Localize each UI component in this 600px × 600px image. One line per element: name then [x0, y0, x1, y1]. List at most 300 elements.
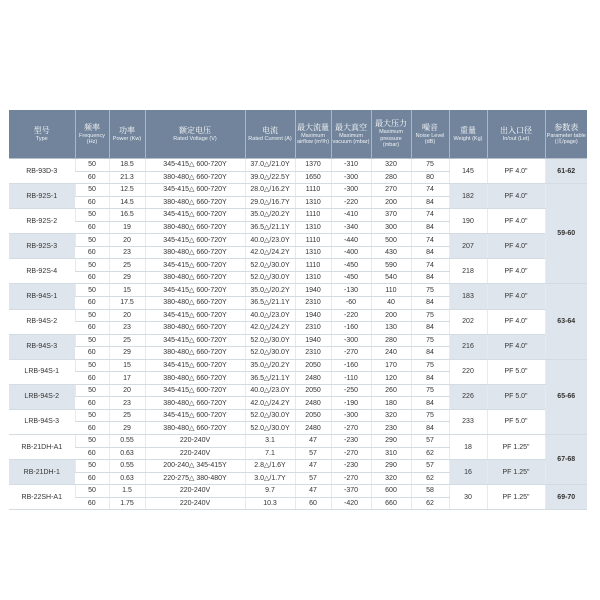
- frequency-value: 50: [75, 184, 109, 197]
- current-value: 36.5△/21.1Y: [245, 221, 295, 234]
- noise-value: 74: [411, 234, 449, 247]
- voltage-value: 220-240V: [145, 435, 245, 448]
- frequency-value: 50: [75, 284, 109, 297]
- spec-table: [9, 110, 587, 510]
- header-max-pressure: [371, 110, 411, 159]
- power-value: 25: [109, 259, 145, 272]
- frequency-value: 60: [75, 297, 109, 310]
- voltage-value: 345-415△ 600-720Y: [145, 259, 245, 272]
- frequency-value: 60: [75, 397, 109, 410]
- noise-value: 75: [411, 159, 449, 172]
- noise-value: 75: [411, 384, 449, 397]
- pressure-value: 430: [371, 246, 411, 259]
- frequency-value: 50: [75, 334, 109, 347]
- pressure-value: 370: [371, 209, 411, 222]
- airflow-value: 1310: [295, 196, 331, 209]
- in-out-value: PF 1.25": [487, 485, 545, 510]
- header-rated-current: [245, 110, 295, 159]
- noise-value: 84: [411, 221, 449, 234]
- spec-table-container: [9, 110, 587, 510]
- weight-value: 226: [449, 384, 487, 409]
- frequency-value: 50: [75, 234, 109, 247]
- pressure-value: 260: [371, 384, 411, 397]
- frequency-value: 60: [75, 347, 109, 360]
- vacuum-value: -340: [331, 221, 371, 234]
- pressure-value: 320: [371, 409, 411, 422]
- power-value: 17.5: [109, 297, 145, 310]
- header-max-vacuum-zh: 最大真空: [335, 122, 367, 132]
- airflow-value: 57: [295, 472, 331, 485]
- pressure-value: 180: [371, 397, 411, 410]
- frequency-value: 60: [75, 497, 109, 510]
- current-value: 7.1: [245, 447, 295, 460]
- airflow-value: 1110: [295, 234, 331, 247]
- airflow-value: 1310: [295, 246, 331, 259]
- header-noise-level: [411, 110, 449, 159]
- airflow-value: 2050: [295, 409, 331, 422]
- current-value: 40.0△/23.0Y: [245, 309, 295, 322]
- current-value: 36.5△/21.1Y: [245, 297, 295, 310]
- current-value: 39.0△/22.5Y: [245, 171, 295, 184]
- header-noise-level-zh: 噪音: [422, 122, 438, 132]
- in-out-value: PF 4.0": [487, 234, 545, 259]
- airflow-value: 1110: [295, 184, 331, 197]
- header-parameter-table-en: Parameter table (页/page): [546, 132, 586, 145]
- in-out-value: PF 1.25": [487, 460, 545, 485]
- header-noise-level-en: Noise Level (dB): [415, 132, 445, 145]
- header-in-out-zh: 出入口径: [500, 125, 532, 135]
- header-weight-zh: 重量: [460, 125, 476, 135]
- current-value: 3.0△/1.7Y: [245, 472, 295, 485]
- voltage-value: 220-240V: [145, 447, 245, 460]
- power-value: 14.5: [109, 196, 145, 209]
- airflow-value: 57: [295, 447, 331, 460]
- table-row: [9, 384, 587, 397]
- header-power-zh: 功率: [119, 125, 135, 135]
- vacuum-value: -130: [331, 284, 371, 297]
- weight-value: 16: [449, 460, 487, 485]
- current-value: 37.0△/21.0Y: [245, 159, 295, 172]
- table-row: [9, 259, 587, 272]
- frequency-value: 60: [75, 171, 109, 184]
- header-max-airflow-en: Maximum airflow (m³/h): [296, 132, 330, 145]
- airflow-value: 1940: [295, 309, 331, 322]
- power-value: 20: [109, 384, 145, 397]
- vacuum-value: -110: [331, 372, 371, 385]
- page-ref: 63-64: [545, 284, 587, 359]
- frequency-value: 50: [75, 259, 109, 272]
- airflow-value: 2480: [295, 372, 331, 385]
- voltage-value: 345-415△ 600-720Y: [145, 309, 245, 322]
- power-value: 15: [109, 359, 145, 372]
- voltage-value: 345-415△ 600-720Y: [145, 334, 245, 347]
- model-type: RB-22SH-A1: [9, 485, 75, 510]
- weight-value: 30: [449, 485, 487, 510]
- noise-value: 74: [411, 184, 449, 197]
- pressure-value: 200: [371, 309, 411, 322]
- table-row: [9, 184, 587, 197]
- noise-value: 84: [411, 347, 449, 360]
- noise-value: 84: [411, 271, 449, 284]
- noise-value: 84: [411, 397, 449, 410]
- noise-value: 57: [411, 435, 449, 448]
- vacuum-value: -440: [331, 234, 371, 247]
- pressure-value: 660: [371, 497, 411, 510]
- vacuum-value: -270: [331, 447, 371, 460]
- model-type: RB-93D-3: [9, 159, 75, 184]
- noise-value: 84: [411, 422, 449, 435]
- header-max-vacuum: [331, 110, 371, 159]
- in-out-value: PF 4.0": [487, 334, 545, 359]
- voltage-value: 380-480△ 660-720Y: [145, 347, 245, 360]
- vacuum-value: -300: [331, 409, 371, 422]
- airflow-value: 2310: [295, 322, 331, 335]
- power-value: 16.5: [109, 209, 145, 222]
- airflow-value: 1370: [295, 159, 331, 172]
- power-value: 20: [109, 234, 145, 247]
- current-value: 42.0△/24.2Y: [245, 397, 295, 410]
- current-value: 52.0△/30.0Y: [245, 347, 295, 360]
- in-out-value: PF 4.0": [487, 259, 545, 284]
- frequency-value: 60: [75, 372, 109, 385]
- in-out-value: PF 4.0": [487, 284, 545, 309]
- pressure-value: 280: [371, 171, 411, 184]
- table-row: [9, 409, 587, 422]
- header-max-airflow: [295, 110, 331, 159]
- pressure-value: 170: [371, 359, 411, 372]
- noise-value: 74: [411, 209, 449, 222]
- vacuum-value: -400: [331, 246, 371, 259]
- noise-value: 84: [411, 297, 449, 310]
- voltage-value: 345-415△ 600-720Y: [145, 409, 245, 422]
- vacuum-value: -160: [331, 322, 371, 335]
- header-in-out: [487, 110, 545, 159]
- noise-value: 75: [411, 409, 449, 422]
- model-type: RB-92S-3: [9, 234, 75, 259]
- page-ref: 61-62: [545, 159, 587, 184]
- current-value: 42.0△/24.2Y: [245, 322, 295, 335]
- model-type: RB-92S-1: [9, 184, 75, 209]
- pressure-value: 540: [371, 271, 411, 284]
- power-value: 29: [109, 422, 145, 435]
- model-type: RB-21DH-1: [9, 460, 75, 485]
- power-value: 0.55: [109, 460, 145, 473]
- header-frequency-zh: 频率: [84, 122, 100, 132]
- pressure-value: 120: [371, 372, 411, 385]
- current-value: 35.0△/20.2Y: [245, 209, 295, 222]
- vacuum-value: -220: [331, 309, 371, 322]
- noise-value: 75: [411, 309, 449, 322]
- table-row: [9, 234, 587, 247]
- voltage-value: 380-480△ 660-720Y: [145, 196, 245, 209]
- header-rated-current-en: Rated Current (A): [248, 135, 292, 142]
- model-type: RB-94S-2: [9, 309, 75, 334]
- header-power-en: Power (Kw): [112, 135, 142, 142]
- model-type: RB-94S-3: [9, 334, 75, 359]
- airflow-value: 47: [295, 435, 331, 448]
- pressure-value: 130: [371, 322, 411, 335]
- voltage-value: 345-415△ 600-720Y: [145, 159, 245, 172]
- current-value: 52.0△/30.0Y: [245, 409, 295, 422]
- vacuum-value: -300: [331, 171, 371, 184]
- vacuum-value: -160: [331, 359, 371, 372]
- frequency-value: 50: [75, 435, 109, 448]
- airflow-value: 47: [295, 485, 331, 498]
- header-power: [109, 110, 145, 159]
- model-type: RB-92S-4: [9, 259, 75, 284]
- model-type: RB-21DH-A1: [9, 435, 75, 460]
- table-row: [9, 284, 587, 297]
- pressure-value: 200: [371, 196, 411, 209]
- noise-value: 74: [411, 259, 449, 272]
- header-rated-voltage-en: Rated Voltage (V): [173, 135, 217, 142]
- table-row: [9, 435, 587, 448]
- table-header-row: [9, 110, 587, 159]
- frequency-value: 60: [75, 322, 109, 335]
- current-value: 40.0△/23.0Y: [245, 234, 295, 247]
- page-ref: 65-66: [545, 359, 587, 434]
- frequency-value: 60: [75, 472, 109, 485]
- pressure-value: 300: [371, 221, 411, 234]
- header-type: [9, 110, 75, 159]
- weight-value: 207: [449, 234, 487, 259]
- airflow-value: 1940: [295, 334, 331, 347]
- weight-value: 233: [449, 409, 487, 434]
- header-in-out-en: In/out (Let): [502, 135, 530, 142]
- frequency-value: 50: [75, 209, 109, 222]
- weight-value: 183: [449, 284, 487, 309]
- vacuum-value: -190: [331, 397, 371, 410]
- current-value: 36.5△/21.1Y: [245, 372, 295, 385]
- pressure-value: 590: [371, 259, 411, 272]
- vacuum-value: -420: [331, 497, 371, 510]
- frequency-value: 60: [75, 271, 109, 284]
- current-value: 29.0△/16.7Y: [245, 196, 295, 209]
- table-row: [9, 460, 587, 473]
- pressure-value: 40: [371, 297, 411, 310]
- current-value: 35.0△/20.2Y: [245, 284, 295, 297]
- weight-value: 145: [449, 159, 487, 184]
- current-value: 52.0△/30.0Y: [245, 259, 295, 272]
- power-value: 18.5: [109, 159, 145, 172]
- airflow-value: 2310: [295, 297, 331, 310]
- table-body: [9, 159, 587, 510]
- voltage-value: 380-480△ 660-720Y: [145, 422, 245, 435]
- in-out-value: PF 4.0": [487, 159, 545, 184]
- model-type: RB-94S-1: [9, 284, 75, 309]
- header-max-pressure-en: Maximum pressure (mbar): [379, 129, 403, 149]
- airflow-value: 2050: [295, 359, 331, 372]
- vacuum-value: -310: [331, 159, 371, 172]
- in-out-value: PF 4.0": [487, 184, 545, 209]
- header-max-vacuum-en: Maximum vacuum (mbar): [332, 132, 370, 145]
- header-rated-voltage-zh: 额定电压: [179, 125, 211, 135]
- vacuum-value: -370: [331, 485, 371, 498]
- voltage-value: 345-415△ 600-720Y: [145, 184, 245, 197]
- vacuum-value: -230: [331, 460, 371, 473]
- vacuum-value: -250: [331, 384, 371, 397]
- vacuum-value: -450: [331, 271, 371, 284]
- in-out-value: PF 5.0": [487, 359, 545, 384]
- pressure-value: 290: [371, 435, 411, 448]
- weight-value: 202: [449, 309, 487, 334]
- noise-value: 75: [411, 359, 449, 372]
- in-out-value: PF 5.0": [487, 384, 545, 409]
- model-type: LRB-94S-1: [9, 359, 75, 384]
- power-value: 25: [109, 334, 145, 347]
- weight-value: 218: [449, 259, 487, 284]
- page-ref: 67-68: [545, 435, 587, 485]
- airflow-value: 1310: [295, 271, 331, 284]
- vacuum-value: -270: [331, 472, 371, 485]
- voltage-value: 220-240V: [145, 485, 245, 498]
- header-max-pressure-zh: 最大压力: [375, 119, 407, 129]
- pressure-value: 280: [371, 334, 411, 347]
- pressure-value: 230: [371, 422, 411, 435]
- pressure-value: 320: [371, 472, 411, 485]
- noise-value: 57: [411, 460, 449, 473]
- voltage-value: 380-480△ 660-720Y: [145, 271, 245, 284]
- frequency-value: 60: [75, 422, 109, 435]
- power-value: 21.3: [109, 171, 145, 184]
- header-type-en: Type: [35, 135, 48, 142]
- vacuum-value: -450: [331, 259, 371, 272]
- power-value: 0.55: [109, 435, 145, 448]
- airflow-value: 1310: [295, 221, 331, 234]
- table-row: [9, 334, 587, 347]
- airflow-value: 2480: [295, 422, 331, 435]
- current-value: 52.0△/30.0Y: [245, 422, 295, 435]
- vacuum-value: -270: [331, 347, 371, 360]
- power-value: 20: [109, 309, 145, 322]
- current-value: 28.0△/16.2Y: [245, 184, 295, 197]
- pressure-value: 310: [371, 447, 411, 460]
- header-parameter-table: [545, 110, 587, 159]
- vacuum-value: -410: [331, 209, 371, 222]
- airflow-value: 1650: [295, 171, 331, 184]
- noise-value: 62: [411, 497, 449, 510]
- in-out-value: PF 4.0": [487, 209, 545, 234]
- voltage-value: 380-480△ 660-720Y: [145, 397, 245, 410]
- model-type: RB-92S-2: [9, 209, 75, 234]
- pressure-value: 320: [371, 159, 411, 172]
- vacuum-value: -220: [331, 196, 371, 209]
- table-row: [9, 159, 587, 172]
- voltage-value: 345-415△ 600-720Y: [145, 384, 245, 397]
- table-row: [9, 359, 587, 372]
- power-value: 29: [109, 347, 145, 360]
- current-value: 52.0△/30.0Y: [245, 271, 295, 284]
- voltage-value: 345-415△ 600-720Y: [145, 284, 245, 297]
- power-value: 23: [109, 246, 145, 259]
- header-weight-en: Weight (Kg): [453, 135, 483, 142]
- voltage-value: 345-415△ 600-720Y: [145, 209, 245, 222]
- voltage-value: 380-480△ 660-720Y: [145, 171, 245, 184]
- in-out-value: PF 5.0": [487, 409, 545, 434]
- current-value: 10.3: [245, 497, 295, 510]
- pressure-value: 500: [371, 234, 411, 247]
- pressure-value: 600: [371, 485, 411, 498]
- power-value: 15: [109, 284, 145, 297]
- vacuum-value: -300: [331, 334, 371, 347]
- frequency-value: 50: [75, 359, 109, 372]
- vacuum-value: -300: [331, 184, 371, 197]
- airflow-value: 2050: [295, 384, 331, 397]
- pressure-value: 290: [371, 460, 411, 473]
- frequency-value: 60: [75, 221, 109, 234]
- noise-value: 84: [411, 246, 449, 259]
- airflow-value: 2480: [295, 397, 331, 410]
- frequency-value: 50: [75, 159, 109, 172]
- voltage-value: 345-415△ 600-720Y: [145, 234, 245, 247]
- weight-value: 220: [449, 359, 487, 384]
- frequency-value: 60: [75, 196, 109, 209]
- page-ref: 59-60: [545, 184, 587, 284]
- model-type: LRB-94S-3: [9, 409, 75, 434]
- header-rated-current-zh: 电流: [262, 125, 278, 135]
- noise-value: 62: [411, 447, 449, 460]
- pressure-value: 240: [371, 347, 411, 360]
- frequency-value: 60: [75, 447, 109, 460]
- power-value: 29: [109, 271, 145, 284]
- airflow-value: 60: [295, 497, 331, 510]
- noise-value: 84: [411, 196, 449, 209]
- header-parameter-table-zh: 参数表: [554, 122, 579, 132]
- frequency-value: 50: [75, 485, 109, 498]
- header-type-zh: 型号: [33, 125, 50, 135]
- header-frequency-en: Frequency (Hz): [79, 132, 105, 145]
- frequency-value: 50: [75, 409, 109, 422]
- current-value: 52.0△/30.0Y: [245, 334, 295, 347]
- current-value: 40.0△/23.0Y: [245, 384, 295, 397]
- table-row: [9, 209, 587, 222]
- vacuum-value: -270: [331, 422, 371, 435]
- airflow-value: 1110: [295, 259, 331, 272]
- current-value: 3.1: [245, 435, 295, 448]
- table-row: [9, 309, 587, 322]
- power-value: 1.5: [109, 485, 145, 498]
- noise-value: 75: [411, 334, 449, 347]
- vacuum-value: -60: [331, 297, 371, 310]
- voltage-value: 380-480△ 660-720Y: [145, 372, 245, 385]
- in-out-value: PF 1.25": [487, 435, 545, 460]
- power-value: 17: [109, 372, 145, 385]
- noise-value: 80: [411, 171, 449, 184]
- in-out-value: PF 4.0": [487, 309, 545, 334]
- noise-value: 62: [411, 472, 449, 485]
- weight-value: 182: [449, 184, 487, 209]
- weight-value: 190: [449, 209, 487, 234]
- frequency-value: 50: [75, 384, 109, 397]
- voltage-value: 220-275△ 380-480Y: [145, 472, 245, 485]
- power-value: 1.75: [109, 497, 145, 510]
- page-ref: 69-70: [545, 485, 587, 510]
- noise-value: 84: [411, 322, 449, 335]
- table-row: [9, 485, 587, 498]
- voltage-value: 345-415△ 600-720Y: [145, 359, 245, 372]
- airflow-value: 2310: [295, 347, 331, 360]
- power-value: 23: [109, 397, 145, 410]
- power-value: 12.5: [109, 184, 145, 197]
- current-value: 35.0△/20.2Y: [245, 359, 295, 372]
- model-type: LRB-94S-2: [9, 384, 75, 409]
- voltage-value: 380-480△ 660-720Y: [145, 246, 245, 259]
- power-value: 23: [109, 322, 145, 335]
- header-rated-voltage: [145, 110, 245, 159]
- header-frequency: [75, 110, 109, 159]
- noise-value: 58: [411, 485, 449, 498]
- frequency-value: 50: [75, 309, 109, 322]
